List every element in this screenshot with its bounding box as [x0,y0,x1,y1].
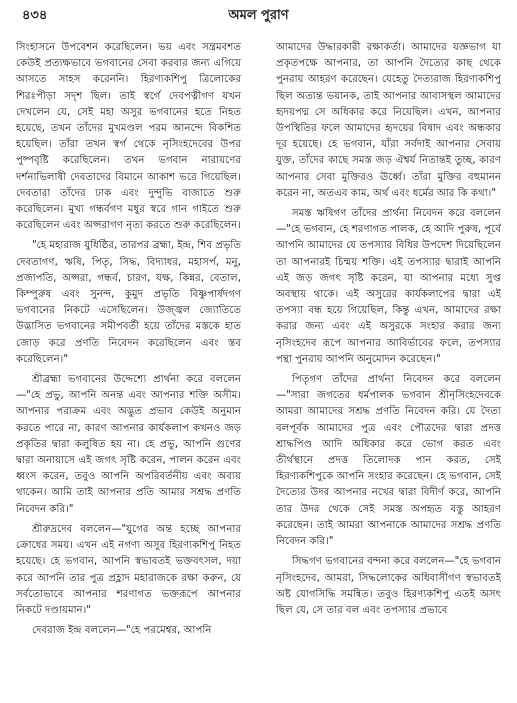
paragraph: সিদ্ধগণ ভগবানের বন্দনা করে বললেন—"হে ভগবান নৃসিংহদেব, আমরা, সিদ্ধলোকের অধিবাসীগণ স্বভাবতই অষ্ট যোগসিদ্ধি সমন্বিত। তবুও হিরণ্যকশিপু এতই অসৎ ছিল যে, সে তার বল এবং তপস্যার প্রভাবে [276,556,501,616]
paragraph: শ্রীরুদ্রদেব বললেন—"যুগের অন্ত হচ্ছে আপনার ক্রোধের সময়। এখন এই নগণ্য অসুর হিরণ্যকশিপু নিহত হয়েছে। হে ভগবান, আপনি স্বভাবতই ভক্তবৎসল, দয়া করে আপনি তার পুত্র প্রহ্লাদ মহারাজকে রক্ষা করুন, যে সর্বতোভাবে আপনার শরণাগত ভক্তরূপে আপনার নিকটে দণ্ডায়মান।" [16,523,241,616]
page-header [14,6,503,26]
running-title: অমল পুরাণ [228,8,289,23]
paragraph: সমস্ত ঋষিগণ তাঁদের প্রার্থনা নিবেদন করে বললেন—"হে ভগবান, হে শরণাগত পালক, হে আদি পুরুষ, পূর্বে আপনি আমাদের যে তপস্যার বিধির উপদেশ দিয়েছিলেন তা আপনারই চিন্ময় শক্তি। এই তপস্যার দ্বারাই আপনি এই জড় জগৎ সৃষ্টি করেন, যা আপনার মধ্যে সুপ্ত অবস্থায় থাকে। এই অসুরের কার্যকলাপের দ্বারা এই তপস্যা বন্ধ হয়ে গিয়েছিল, কিন্তু এখন, আমাদের রক্ষা করার জন্য এবং এই অসুরকে সংহার করার জন্য নৃসিংহদেব রূপে আপনার আবির্ভাবের ফলে, তপস্যার পন্থা পুনরায় আপনি অনুমোদন করেছেন।" [276,208,501,365]
paragraph: সিংহাসনে উপবেশন করেছিলেন। ভয় এবং সন্ত্রমবশত কেউই প্রত্যক্ষভাবে ভগবানের সেবা করবার জন্য এগিয়ে আসতে সাহস করেননি। হিরণ্যকশিপু ত্রিলোকের শিরঃপীড়া সদৃশ ছিল। তাই স্বর্গে দেবপত্নীগণ যখন দেখলেন যে, সেই মহা অসুর ভগবানের হতে নিহত হয়েছে, তখন তাঁদের মুখমণ্ডল পরম আনন্দে বিকশিত হয়েছিল। তাঁরা তখন স্বর্গ থেকে নৃসিংহদেবের উপর পুষ্পবৃষ্টি করেছিলেন। তখন ভগবান নারায়ণের দর্শনাভিলাষী দেবতাদের বিমানে আকাশ ভরে গিয়েছিল। দেবতারা তাঁদের ঢাক এবং দুন্দুভি বাজাতে শুরু করেছিলেন। মুখ্য গন্ধর্বগণ মধুর স্বরে গান গাইতে শুরু করেছিলেন এবং অপ্সরাগণ নৃত্য করতে শুরু করেছিলেন। [16,42,241,232]
paragraph: পিতৃগণ তাঁদের প্রার্থনা নিবেদন করে বললেন—"সারা জগতের ধর্মপালক ভগবান শ্রীনৃসিংহদেবকে আমরা আমাদের সশ্রদ্ধ প্রণতি নিবেদন করি। যে দৈত্য বলপূর্বক আমাদের পুত্র এবং পৌত্রদের দ্বারা প্রদত্ত শ্রাদ্ধপিণ্ড আদি অধিকার করে ভোগ করত এবং তীর্থস্থানে প্রদত্ত তিলোদক পান করত, সেই হিরণ্যকশিপুকে আপনি সংহার করেছেন। হে ভগবান, সেই দৈত্যের উদর আপনার নখের দ্বারা বিদীর্ণ করে, আপনি তার উদর থেকে সেই সমস্ত অপহৃত বস্তু আহরণ করেছেন। তাই আমরা আপনাকে আমাদের সশ্রদ্ধ প্রণতি নিবেদন করি।" [276,374,501,548]
right-column [276,40,501,695]
page-number: ৪৩৪ [22,8,48,23]
paragraph: আমাদের উদ্ধারকারী রক্ষাকর্তা। আমাদের যজ্ঞভাগ যা প্রকৃতপক্ষে আপনার, তা আপনি দৈত্যের কাছ থেকে পুনরায় আহরণ করেছেন। যেহেতু দৈত্যরাজ হিরণ্যকশিপু ছিল অত্যন্ত ভয়ানক, তাই আপনার আবাসস্থল আমাদের হৃদয়পদ্ম সে অধিকার করে নিয়েছিল। এখন, আপনার উপস্থিতির ফলে আমাদের হৃদয়ের বিষাদ এবং অন্ধকার দূর হয়েছে। হে ভগবান, যাঁরা সর্বদাই আপনার সেবায় যুক্ত, তাঁদের কাছে সমস্ত জড় ঐশ্বর্য নিতান্তই তুচ্ছ, কারণ আপনার সেবা মুক্তিরও ঊর্ধ্বে। তাঁরা মুক্তির বহুমানন করেন না, অতএব কাম, অর্থ এবং ধর্মের আর কি কথা।" [276,42,501,199]
paragraph: দেবরাজ ইন্দ্র বললেন—"হে পরমেশ্বর, আপনি [32,625,212,637]
paragraph: শ্রীব্রহ্মা ভগবানের উদ্দেশ্যে প্রার্থনা করে বললেন—"হে প্রভু, আপনি অনন্ত এবং আপনার শক্তি অসীম। আপনার পরাক্রম এবং অদ্ভুত প্রভাব কেউই অনুমান করতে পারে না, কারণ আপনার কার্যকলাপ কখনও জড় প্রকৃতির দ্বারা কলুষিত হয় না। হে প্রভু, আপনি গুণের দ্বারা অনায়াসে এই জগৎ সৃষ্টি করেন, পালন করেন এবং ধ্বংস করেন, তবুও আপনি অপরিবর্তনীয় এবং অব্যয় থাকেন। আমি তাই আপনার প্রতি আমার সশ্রদ্ধ প্রণতি নিবেদন করি।" [16,374,241,515]
left-column [16,40,241,695]
paragraph: "হে মহারাজ যুধিষ্ঠির, তারপর ব্রহ্মা, ইন্দ্র, শিব প্রভৃতি দেবতাগণ, ঋষি, পিতৃ, সিদ্ধ, বিদ্যাধর, মহাসর্প, মনু, প্রজাপতি, অপ্সরা, গন্ধর্ব, চারণ, যক্ষ, কিন্নর, বেতাল, কিম্পুরুষ এবং সুনন্দ, কুমুদ প্রভৃতি বিষ্ণুপার্ষদগণ ভগবানের নিকটে এসেছিলেন। উজ্জ্বল জ্যোতিতে উদ্ভাসিত ভগবানের সমীপবর্তী হয়ে তাঁদের মস্তকে হাত জোড় করে প্রণতি নিবেদন করেছিলেন এবং স্তব করেছিলেন।" [16,240,241,365]
